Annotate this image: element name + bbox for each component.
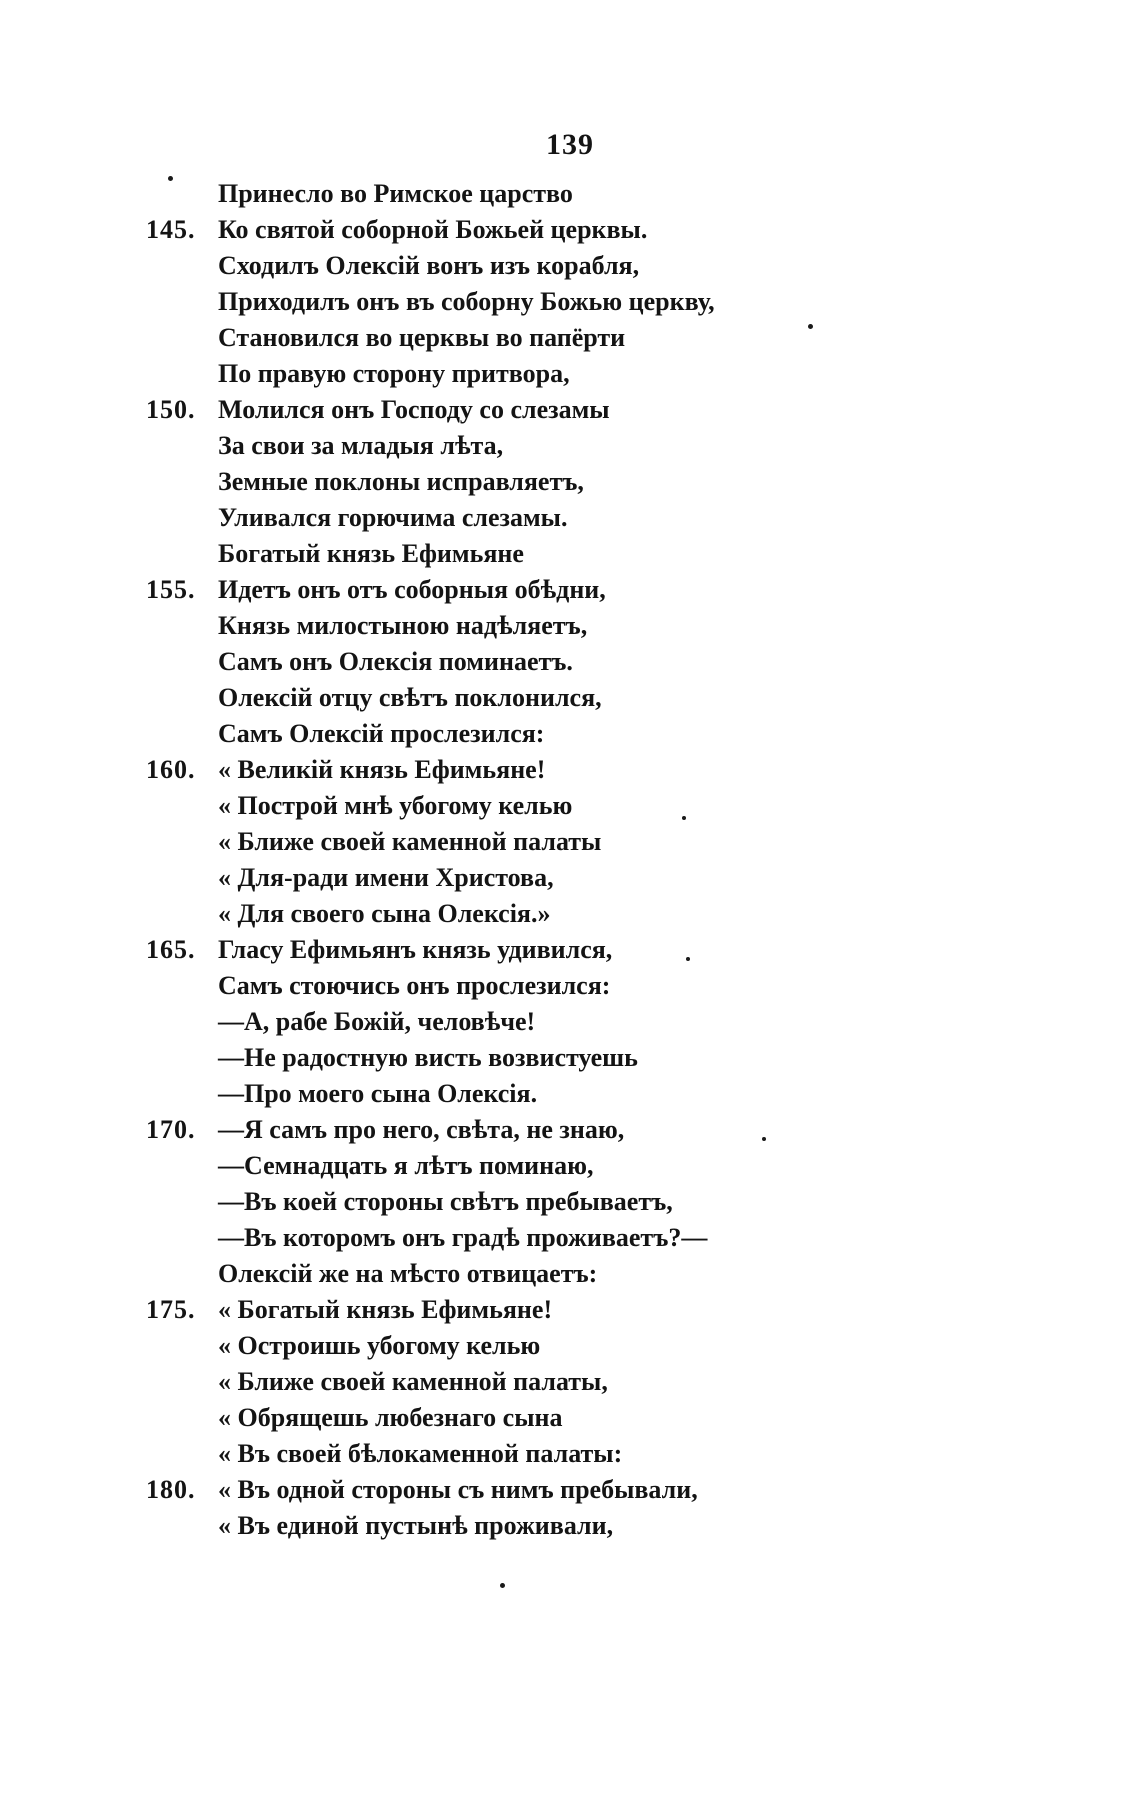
verse-text: Богатый князь Ефимьяне	[218, 539, 524, 568]
verse-text: Самъ стоючись онъ прослезился:	[218, 971, 611, 1000]
verse-text: Принесло во Римское царство	[218, 179, 573, 208]
line-number: 165.	[146, 935, 196, 964]
verse-line	[0, 212, 1140, 248]
verse-text: Становился во церквы во папёрти	[218, 323, 626, 352]
verse-text: Молился онъ Господу со слезамы	[218, 395, 610, 424]
verse-text: —Не радостную висть возвистуешь	[218, 1043, 638, 1072]
verse-text: —Въ коей стороны свѣтъ пребываетъ,	[218, 1187, 673, 1216]
verse-line	[0, 932, 1140, 968]
verse-text: Гласу Ефимьянъ князь удивился,	[218, 935, 613, 964]
print-speck	[808, 324, 813, 329]
verse-line	[0, 1040, 1140, 1076]
verse-line	[0, 464, 1140, 500]
verse-line	[0, 680, 1140, 716]
verse-line	[0, 1004, 1140, 1040]
verse-text: Ко святой соборной Божьей церквы.	[218, 215, 648, 244]
verse-line	[0, 1328, 1140, 1364]
verse-text: Олексій отцу свѣтъ поклонился,	[218, 683, 602, 712]
verse-line	[0, 860, 1140, 896]
verse-text: —Въ которомъ онъ градѣ проживаетъ?—	[218, 1223, 708, 1252]
verse-line	[0, 644, 1140, 680]
verse-line	[0, 1148, 1140, 1184]
verse-text: Князь милостыною надѣляетъ,	[218, 611, 588, 640]
verse-text: « Въ одной стороны съ нимъ пребывали,	[218, 1475, 698, 1504]
verse-line	[0, 356, 1140, 392]
verse-line	[0, 1436, 1140, 1472]
verse-text: « Для своего сына Олексія.»	[218, 899, 551, 928]
line-number: 155.	[146, 575, 196, 604]
verse-line	[0, 1508, 1140, 1544]
verse-line	[0, 1184, 1140, 1220]
verse-text: Олексій же на мѣсто отвицаетъ:	[218, 1259, 598, 1288]
line-number: 175.	[146, 1295, 196, 1324]
line-number: 160.	[146, 755, 196, 784]
verse-line	[0, 716, 1140, 752]
verse-text: « Въ единой пустынѣ проживали,	[218, 1511, 614, 1540]
verse-line	[0, 1220, 1140, 1256]
verse-text: « Ближе своей каменной палаты,	[218, 1367, 608, 1396]
verse-line	[0, 1112, 1140, 1148]
print-speck	[500, 1583, 505, 1588]
verse-line	[0, 788, 1140, 824]
verse-line	[0, 1364, 1140, 1400]
verse-text: —Про моего сына Олексія.	[218, 1079, 538, 1108]
verse-line	[0, 536, 1140, 572]
verse-text: « Обрящешь любезнаго сына	[218, 1403, 563, 1432]
line-number: 145.	[146, 215, 196, 244]
verse-text: « Ближе своей каменной палаты	[218, 827, 602, 856]
verse-line	[0, 572, 1140, 608]
verse-line	[0, 428, 1140, 464]
print-speck	[686, 957, 690, 961]
verse-text: —Я самъ про него, свѣта, не знаю,	[218, 1115, 625, 1144]
verse-text: « Остроишь убогому келью	[218, 1331, 541, 1360]
line-number: 150.	[146, 395, 196, 424]
verse-text: « Великій князь Ефимьяне!	[218, 755, 546, 784]
verse-text: Уливался горючима слезамы.	[218, 503, 568, 532]
verse-text: Сходилъ Олексій вонъ изъ корабля,	[218, 251, 640, 280]
page-number: 139	[546, 128, 594, 161]
verse-line	[0, 968, 1140, 1004]
verse-text: « Въ своей бѣлокаменной палаты:	[218, 1439, 623, 1468]
verse-block	[0, 176, 1140, 1544]
verse-text: За свои за младыя лѣта,	[218, 431, 504, 460]
verse-line	[0, 176, 1140, 212]
line-number: 170.	[146, 1115, 196, 1144]
print-speck	[682, 816, 686, 820]
print-speck	[762, 1137, 766, 1141]
verse-line	[0, 1076, 1140, 1112]
verse-line	[0, 824, 1140, 860]
verse-line	[0, 1400, 1140, 1436]
verse-text: Самъ Олексій прослезился:	[218, 719, 545, 748]
verse-text: Земные поклоны исправляетъ,	[218, 467, 584, 496]
verse-line	[0, 1256, 1140, 1292]
print-speck	[168, 176, 173, 181]
verse-text: « Богатый князь Ефимьяне!	[218, 1295, 553, 1324]
verse-line	[0, 248, 1140, 284]
verse-line	[0, 320, 1140, 356]
verse-line	[0, 1472, 1140, 1508]
verse-text: « Построй мнѣ убогому келью	[218, 791, 573, 820]
verse-text: По правую сторону притвора,	[218, 359, 570, 388]
line-number: 180.	[146, 1475, 196, 1504]
verse-line	[0, 752, 1140, 788]
verse-line	[0, 284, 1140, 320]
verse-text: —А, рабе Божій, человѣче!	[218, 1007, 536, 1036]
verse-line	[0, 392, 1140, 428]
verse-line	[0, 896, 1140, 932]
verse-line	[0, 500, 1140, 536]
verse-text: « Для-ради имени Христова,	[218, 863, 554, 892]
verse-text: —Семнадцать я лѣтъ поминаю,	[218, 1151, 594, 1180]
verse-text: Идетъ онъ отъ соборныя обѣдни,	[218, 575, 606, 604]
verse-line	[0, 608, 1140, 644]
verse-text: Самъ онъ Олексія поминаетъ.	[218, 647, 573, 676]
verse-line	[0, 1292, 1140, 1328]
verse-text: Приходилъ онъ въ соборну Божью церкву,	[218, 287, 715, 316]
